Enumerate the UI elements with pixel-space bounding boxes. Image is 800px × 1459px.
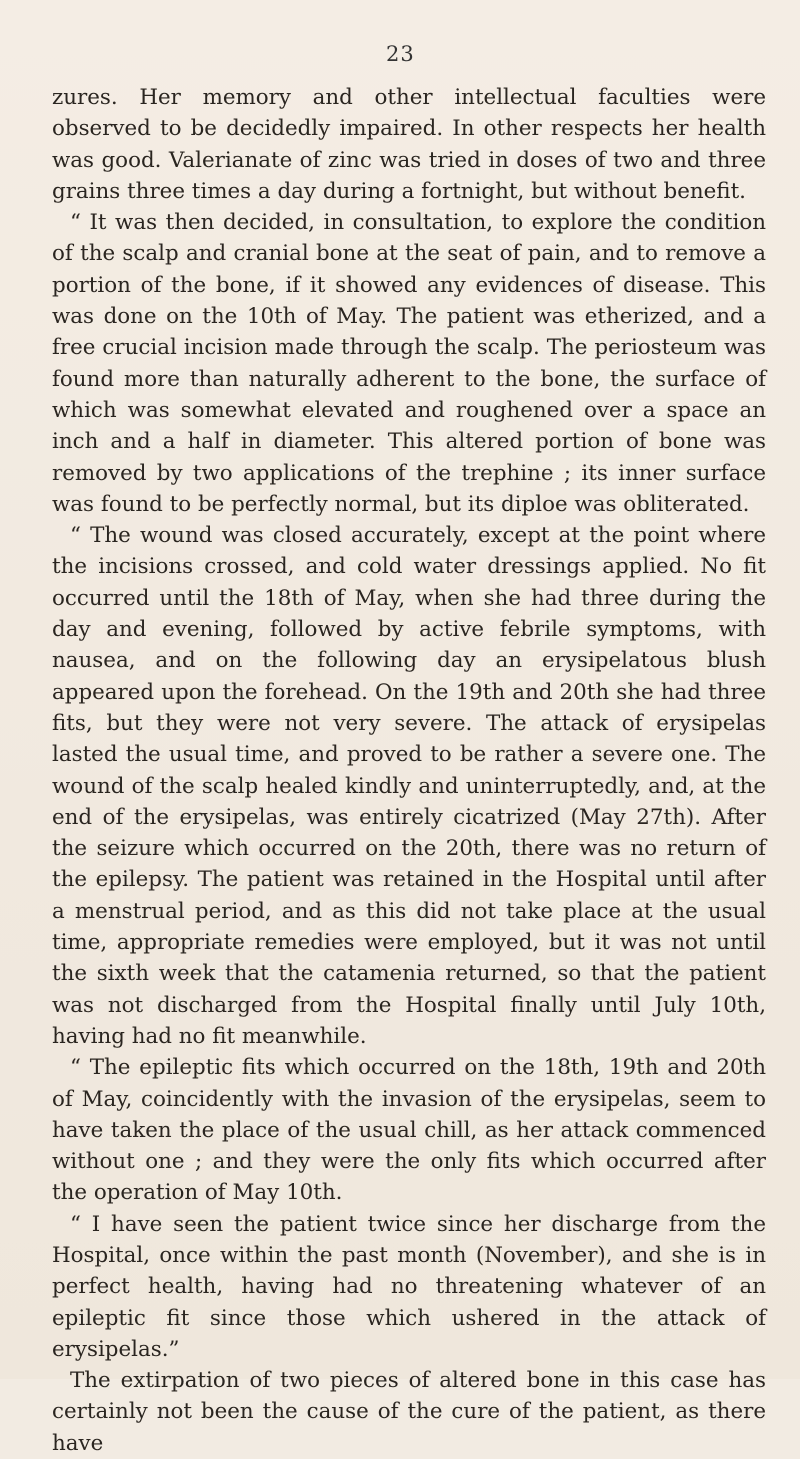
paragraph-follow-up: “ I have seen the patient twice since her discharge from the Hospital, once within the past month (November), and she is in perfect health, having had no threatening whatever of an epileptic fit since those which ushered in the attack of erysipelas.” [52,1211,766,1362]
paragraph-operation: “ It was then decided, in consultation, to explore the condition of the scalp and cranial bone at the seat of pain, and to remove a portion of the bone, if it showed any evidences of disease. This was done on the 10th of May. The patient was etherized, and a free crucial incision made through the scalp. The periosteum was found more than naturally adherent to the bone, the surface of which was somewhat elevated and roughened over a space an inch and a half in diameter. This altered portion of bone was removed by two applications of the trephine ; its inner surface was found to be perfectly normal, but its diploe was obliterated. [52,210,766,517]
page-number: 23 [386,42,415,66]
paragraph-epileptic-fits: “ The epileptic fits which occurred on the 18th, 19th and 20th of May, coincidently with the invasion of the erysipelas, seem to have taken the place of the usual chill, as her attack commenced without one ; and they were the only fits which occurred after the operation of May 10th. [52,1055,766,1206]
paragraph-conclusion: The extirpation of two pieces of altered bone in this case has certainly not been the cause of the cure of the patient, as there have [52,1368,766,1456]
paragraph-recovery: “ The wound was closed accurately, except at the point where the incisions crossed, and cold water dressings applied. No fit occurred until the 18th of May, when she had three during the day and evening, followed by active febrile symptoms, with nausea, and on the following day an erysipelatous blush appeared upon the forehead. On the 19th and 20th she had three fits, but they were not very severe. The attack of erysipelas lasted the usual time, and proved to be rather a severe one. The wound of the scalp healed kindly and uninterruptedly, and, at the end of the erysipelas, was entirely cicatrized (May 27th). After the seizure which occurred on the 20th, there was no return of the epilepsy. The patient was retained in the Hospital until after a menstrual period, and as this did not take place at the usual time, appropriate remedies were employed, but it was not until the sixth week that the catamenia returned, so that the patient was not discharged from the Hospital finally until July 10th, having had no fit meanwhile. [52,523,766,1049]
paragraph-continuation: zures. Her memory and other intellectual faculties were observed to be decidedly impaired. In other respects her health was good. Valerianate of zinc was tried in doses of two and three grains three times a day during a fortnight, but without benefit. [52,85,766,204]
body-text [52,82,766,1459]
